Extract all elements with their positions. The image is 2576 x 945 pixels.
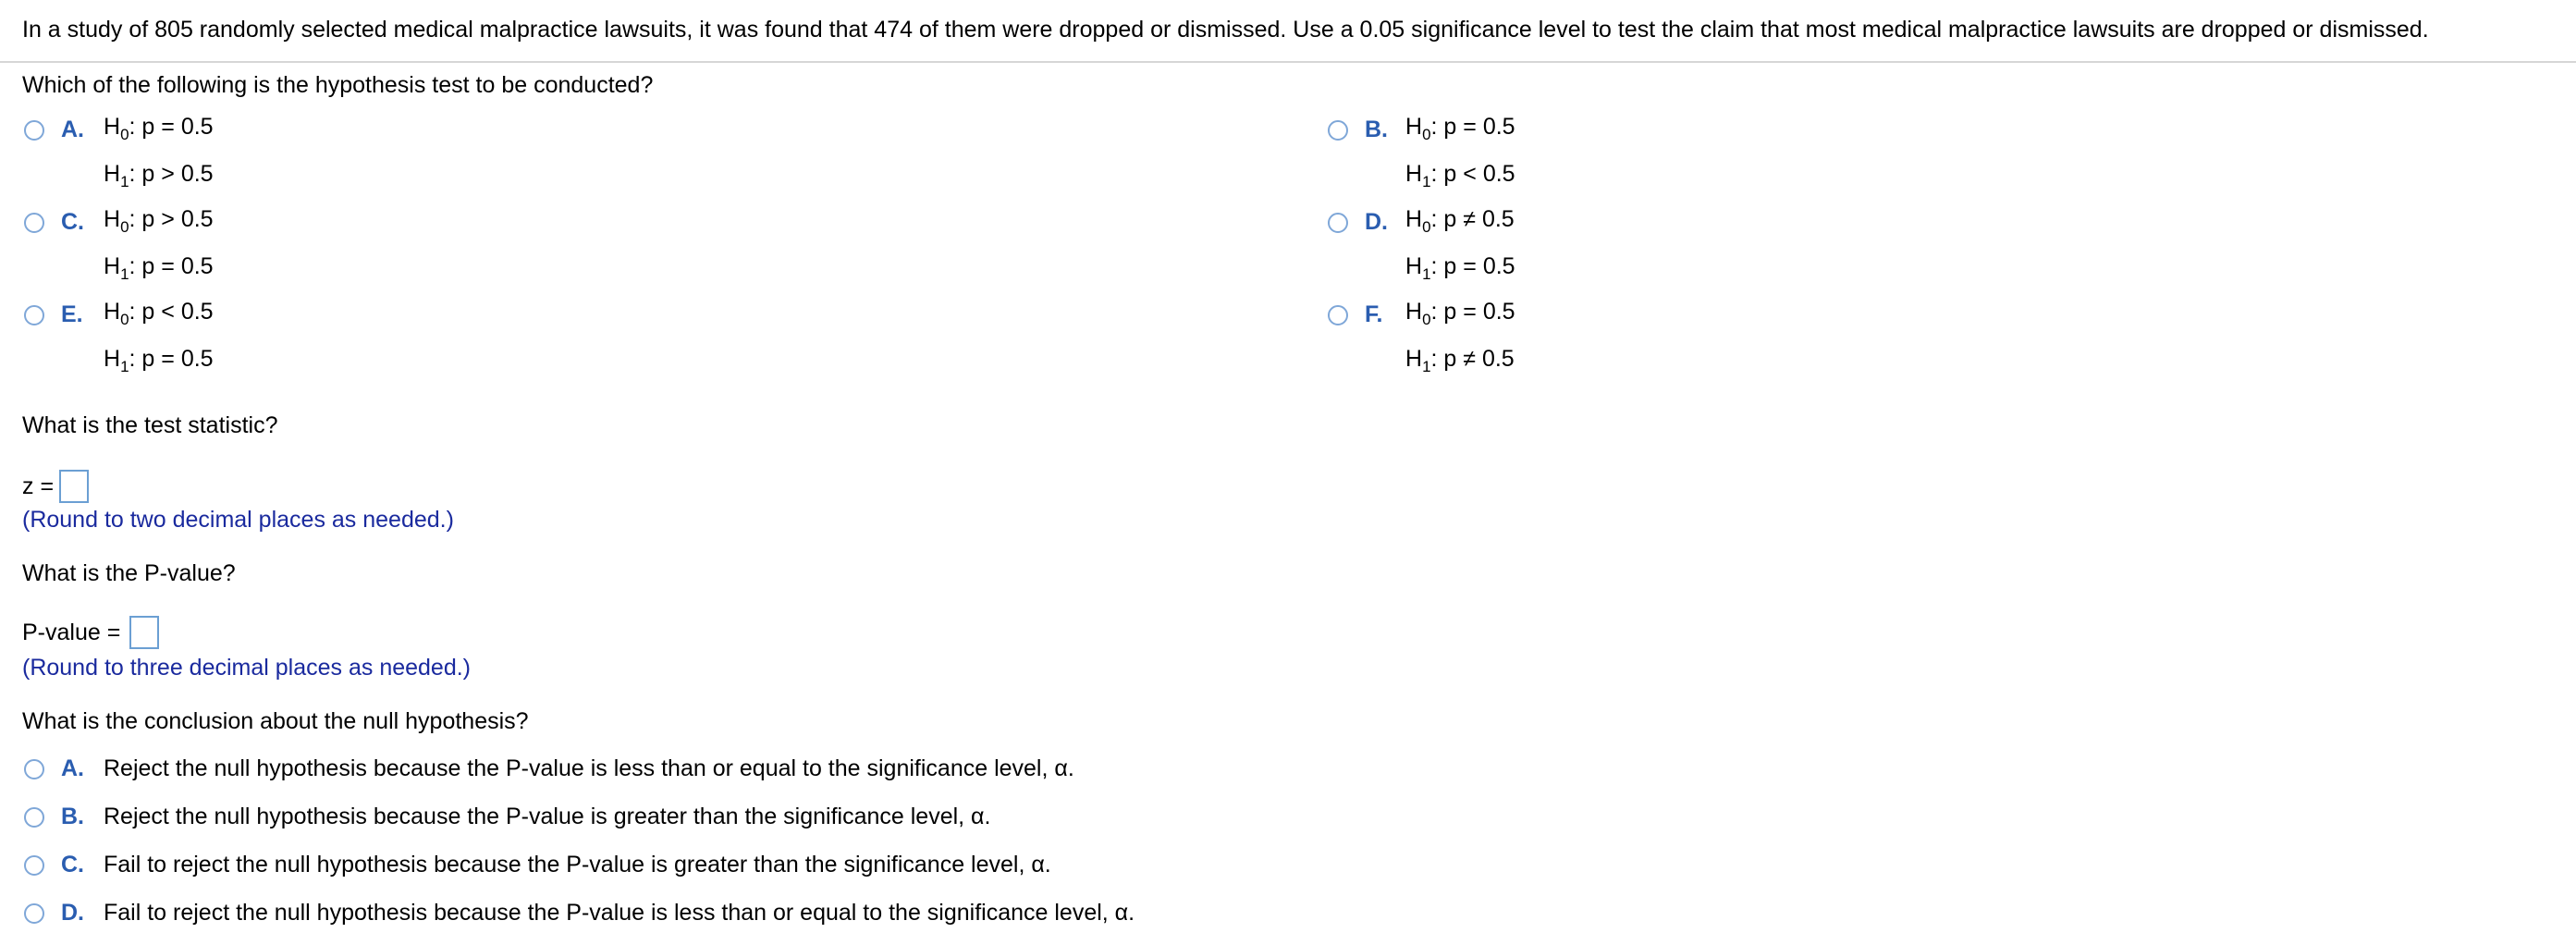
conclusion-option-a-letter: A. bbox=[61, 755, 84, 781]
radio-hyp-c[interactable] bbox=[24, 213, 44, 233]
radio-hyp-d[interactable] bbox=[1328, 213, 1348, 233]
hyp-option-e-text: $H_0$: p < 0.5 $H_1$: p = 0.5 bbox=[104, 299, 214, 375]
hyp-d-h1: : p = 0.5 bbox=[1430, 253, 1515, 279]
hyp-option-d-text: $H_0$: p ≠ 0.5 $H_1$: p = 0.5 bbox=[1405, 206, 1515, 283]
z-label: z = bbox=[22, 473, 55, 499]
radio-hyp-f[interactable] bbox=[1328, 305, 1348, 325]
problem-statement: In a study of 805 randomly selected medical malpractice lawsuits, it was found that 474 of them were dropped or dismissed. Use a 0.05 significance level to test the claim that most medical malpractice lawsuits are dropped or dismissed. bbox=[22, 17, 2429, 43]
radio-conclusion-d[interactable] bbox=[24, 903, 44, 924]
conclusion-question: What is the conclusion about the null hypothesis? bbox=[22, 708, 529, 734]
conclusion-option-c-text: Fail to reject the null hypothesis because the P-value is greater than the significance level, α. bbox=[104, 852, 1051, 878]
hyp-option-e-letter: E. bbox=[61, 301, 83, 327]
hyp-e-h1: : p = 0.5 bbox=[129, 346, 214, 372]
radio-hyp-e[interactable] bbox=[24, 305, 44, 325]
hyp-option-d-letter: D. bbox=[1365, 209, 1388, 235]
z-answer-input[interactable] bbox=[59, 470, 89, 503]
hyp-c-h1: : p = 0.5 bbox=[129, 253, 214, 279]
hyp-c-h0: : p > 0.5 bbox=[129, 206, 214, 232]
divider bbox=[0, 61, 2576, 63]
radio-conclusion-b[interactable] bbox=[24, 807, 44, 828]
hyp-option-c-text: $H_0$: p > 0.5 $H_1$: p = 0.5 bbox=[104, 206, 214, 283]
hyp-option-f-letter: F. bbox=[1365, 301, 1383, 327]
conclusion-option-b-text: Reject the null hypothesis because the P-value is greater than the significance level, α. bbox=[104, 804, 991, 829]
hyp-f-h0: : p = 0.5 bbox=[1430, 299, 1515, 325]
hypothesis-question: Which of the following is the hypothesis test to be conducted? bbox=[22, 72, 654, 98]
hyp-a-h1: : p > 0.5 bbox=[129, 161, 214, 187]
p-value-answer-input[interactable] bbox=[129, 616, 159, 649]
z-rounding-hint: (Round to two decimal places as needed.) bbox=[22, 507, 454, 533]
radio-hyp-b[interactable] bbox=[1328, 120, 1348, 141]
conclusion-option-d-text: Fail to reject the null hypothesis because the P-value is less than or equal to the significance level, α. bbox=[104, 900, 1135, 926]
conclusion-option-b-letter: B. bbox=[61, 804, 84, 829]
hyp-option-c-letter: C. bbox=[61, 209, 84, 235]
hyp-b-h0: : p = 0.5 bbox=[1430, 114, 1515, 140]
hyp-option-b-text: $H_0$: p = 0.5 $H_1$: p < 0.5 bbox=[1405, 114, 1515, 190]
hyp-e-h0: : p < 0.5 bbox=[129, 299, 214, 325]
hyp-a-h0: : p = 0.5 bbox=[129, 114, 214, 140]
radio-conclusion-a[interactable] bbox=[24, 759, 44, 779]
radio-hyp-a[interactable] bbox=[24, 120, 44, 141]
hyp-option-f-text: $H_0$: p = 0.5 $H_1$: p ≠ 0.5 bbox=[1405, 299, 1515, 375]
hyp-option-a-text: $H_0$: p = 0.5 $H_1$: p > 0.5 bbox=[104, 114, 214, 190]
p-value-rounding-hint: (Round to three decimal places as needed.) bbox=[22, 655, 472, 681]
hyp-f-h1: : p ≠ 0.5 bbox=[1430, 346, 1515, 372]
radio-conclusion-c[interactable] bbox=[24, 855, 44, 876]
test-statistic-question: What is the test statistic? bbox=[22, 412, 278, 438]
hyp-b-h1: : p < 0.5 bbox=[1430, 161, 1515, 187]
conclusion-option-c-letter: C. bbox=[61, 852, 84, 878]
hyp-option-b-letter: B. bbox=[1365, 117, 1388, 142]
p-value-label: P-value = bbox=[22, 620, 121, 645]
hyp-option-a-letter: A. bbox=[61, 117, 84, 142]
hyp-d-h0: : p ≠ 0.5 bbox=[1430, 206, 1515, 232]
conclusion-option-d-letter: D. bbox=[61, 900, 84, 926]
p-value-question: What is the P-value? bbox=[22, 560, 236, 586]
conclusion-option-a-text: Reject the null hypothesis because the P-value is less than or equal to the significance level, α. bbox=[104, 755, 1074, 781]
